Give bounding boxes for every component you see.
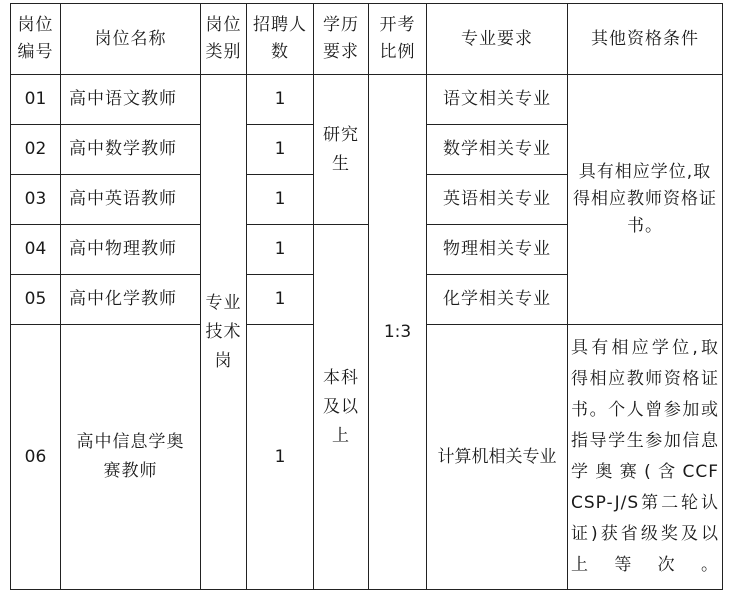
recruit-count: 1 (247, 125, 314, 175)
header-recruit-count: 招聘人数 (247, 4, 314, 75)
recruit-count: 1 (247, 75, 314, 125)
header-exam-ratio: 开考比例 (369, 4, 427, 75)
position-name: 高中数学教师 (61, 125, 201, 175)
recruit-count: 1 (247, 225, 314, 275)
education-graduate: 研究生 (314, 75, 369, 225)
recruit-count: 1 (247, 325, 314, 590)
position-code: 04 (11, 225, 61, 275)
header-row (11, 4, 723, 75)
exam-ratio: 1:3 (369, 75, 427, 590)
position-name: 高中信息学奥赛教师 (61, 325, 201, 590)
header-position-name: 岗位名称 (61, 4, 201, 75)
major-requirement: 语文相关专业 (427, 75, 568, 125)
other-conditions-common: 具有相应学位,取得相应教师资格证书。 (568, 75, 723, 325)
position-code: 02 (11, 125, 61, 175)
position-name: 高中语文教师 (61, 75, 201, 125)
major-requirement: 英语相关专业 (427, 175, 568, 225)
table-row (11, 75, 723, 125)
header-position-type: 岗位类别 (201, 4, 247, 75)
position-name: 高中英语教师 (61, 175, 201, 225)
position-name: 高中物理教师 (61, 225, 201, 275)
major-requirement: 数学相关专业 (427, 125, 568, 175)
position-name: 高中化学教师 (61, 275, 201, 325)
header-major: 专业要求 (427, 4, 568, 75)
recruitment-table (10, 3, 723, 590)
major-requirement: 物理相关专业 (427, 225, 568, 275)
major-requirement: 计算机相关专业 (427, 325, 568, 590)
position-code: 06 (11, 325, 61, 590)
recruit-count: 1 (247, 275, 314, 325)
education-undergraduate: 本科及以上 (314, 225, 369, 590)
header-education: 学历要求 (314, 4, 369, 75)
header-other-conditions: 其他资格条件 (568, 4, 723, 75)
position-code: 03 (11, 175, 61, 225)
position-code: 05 (11, 275, 61, 325)
header-position-code: 岗位编号 (11, 4, 61, 75)
position-code: 01 (11, 75, 61, 125)
other-conditions-informatics: 具有相应学位,取得相应教师资格证书。个人曾参加或指导学生参加信息学奥赛(含CCF CSP-J/S第二轮认证)获省级奖及以上等次。 (568, 325, 723, 590)
recruit-count: 1 (247, 175, 314, 225)
position-type: 专业技术岗 (201, 75, 247, 590)
major-requirement: 化学相关专业 (427, 275, 568, 325)
